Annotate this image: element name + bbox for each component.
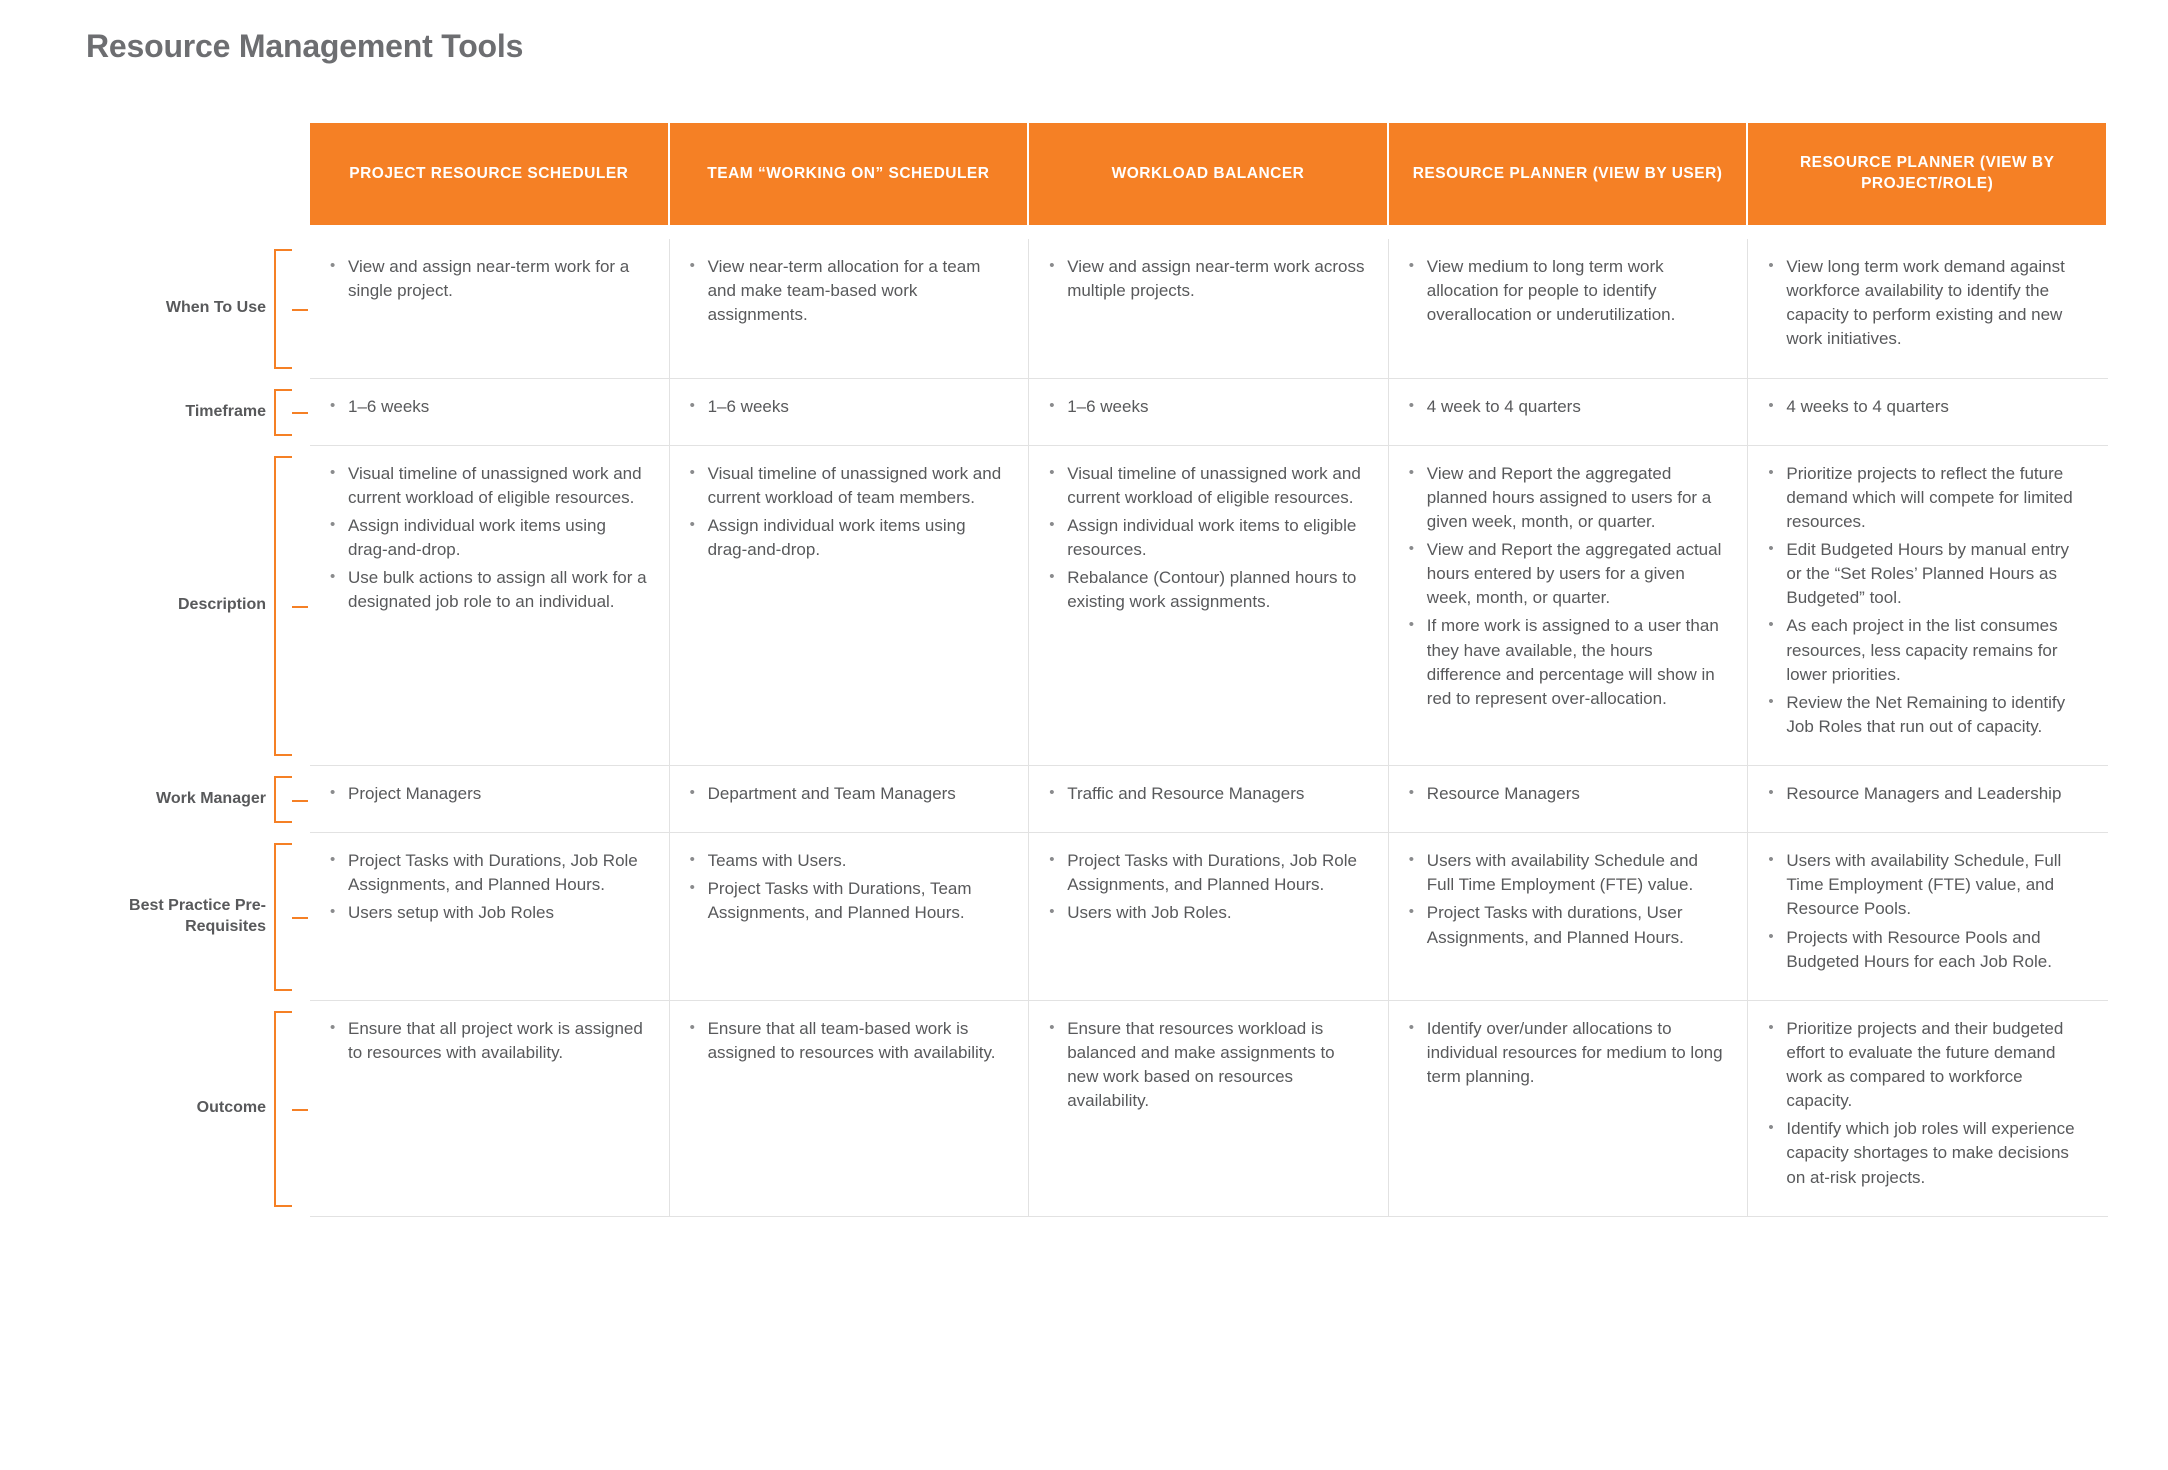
bullet-list — [1764, 782, 2088, 806]
column-header: WORKLOAD BALANCER — [1029, 123, 1389, 225]
list-item: • Assign individual work items using drag-and-drop. — [326, 514, 649, 562]
list-item: • Users with availability Schedule and Full Time Employment (FTE) value. — [1405, 849, 1728, 897]
bracket-icon — [274, 843, 292, 991]
list-item: • Teams with Users. — [686, 849, 1009, 873]
list-item: • Project Tasks with Durations, Job Role Assignments, and Planned Hours. — [1045, 849, 1368, 897]
row-label-outcome — [60, 1001, 310, 1217]
bullet-list — [326, 255, 649, 303]
table-cell — [1748, 379, 2108, 446]
row-label-text: Timeframe — [185, 402, 266, 420]
list-item: • Prioritize projects to reflect the future demand which will compete for limited resources. — [1764, 462, 2088, 534]
bullet-list — [1764, 255, 2088, 352]
bullet-list — [1405, 1017, 1728, 1089]
list-item: • Users with availability Schedule, Full Time Employment (FTE) value, and Resource Pools. — [1764, 849, 2088, 921]
list-item: • Edit Budgeted Hours by manual entry or the “Set Roles’ Planned Hours as Budgeted” tool. — [1764, 538, 2088, 610]
list-item: • View and assign near-term work for a single project. — [326, 255, 649, 303]
bullet-list — [686, 462, 1009, 563]
list-item: • Prioritize projects and their budgeted effort to evaluate the future demand work as compared to workforce capacity. — [1764, 1017, 2088, 1114]
list-item: • View long term work demand against workforce availability to identify the capacity to perform existing and new work initiatives. — [1764, 255, 2088, 352]
column-header: RESOURCE PLANNER (VIEW BY PROJECT/ROLE) — [1748, 123, 2108, 225]
column-header: TEAM “WORKING ON” SCHEDULER — [670, 123, 1030, 225]
table-corner — [60, 123, 310, 225]
list-item: • Project Managers — [326, 782, 649, 806]
list-item: • Resource Managers and Leadership — [1764, 782, 2088, 806]
bullet-list — [326, 462, 649, 615]
table-cell — [1389, 833, 1749, 1001]
table-cell — [310, 833, 670, 1001]
page-title: Resource Management Tools — [86, 28, 524, 64]
table-cell — [670, 379, 1030, 446]
table-cell — [310, 1001, 670, 1217]
list-item: • Users with Job Roles. — [1045, 901, 1368, 925]
list-item: • Visual timeline of unassigned work and current workload of eligible resources. — [1045, 462, 1368, 510]
list-item: • 1–6 weeks — [326, 395, 649, 419]
comparison-table — [60, 123, 2108, 1217]
list-item: • As each project in the list consumes resources, less capacity remains for lower priorities. — [1764, 614, 2088, 686]
bullet-list — [1405, 849, 1728, 950]
column-header: PROJECT RESOURCE SCHEDULER — [310, 123, 670, 225]
table-cell — [1029, 766, 1389, 833]
list-item: • Assign individual work items using drag-and-drop. — [686, 514, 1009, 562]
table-cell — [1389, 766, 1749, 833]
bullet-list — [1764, 1017, 2088, 1190]
list-item: • 1–6 weeks — [686, 395, 1009, 419]
table-cell — [1029, 1001, 1389, 1217]
table-cell — [1748, 833, 2108, 1001]
row-label-description — [60, 446, 310, 766]
list-item: • Use bulk actions to assign all work for a designated job role to an individual. — [326, 566, 649, 614]
table-cell — [670, 833, 1030, 1001]
list-item: • Department and Team Managers — [686, 782, 1009, 806]
table-cell — [1029, 239, 1389, 379]
bullet-list — [686, 255, 1009, 327]
bullet-list — [1045, 849, 1368, 925]
bracket-icon — [274, 249, 292, 369]
bullet-list — [686, 1017, 1009, 1065]
row-label-text: Best Practice Pre-Requisites — [129, 897, 266, 935]
row-label-text: Description — [177, 596, 266, 614]
table-cell — [1029, 379, 1389, 446]
table-cell — [1748, 766, 2108, 833]
bullet-list — [686, 782, 1009, 806]
bullet-list — [326, 395, 649, 419]
bullet-list — [326, 849, 649, 925]
table-cell — [1748, 1001, 2108, 1217]
list-item: • 4 weeks to 4 quarters — [1764, 395, 2088, 419]
row-label-text: Outcome — [196, 1099, 266, 1117]
bullet-list — [686, 395, 1009, 419]
list-item: • Resource Managers — [1405, 782, 1728, 806]
table-cell — [310, 446, 670, 766]
table-cell — [1748, 239, 2108, 379]
table-cell — [1389, 446, 1749, 766]
bullet-list — [1405, 782, 1728, 806]
bullet-list — [1405, 462, 1728, 711]
list-item: • Traffic and Resource Managers — [1045, 782, 1368, 806]
list-item: • Project Tasks with Durations, Team Assignments, and Planned Hours. — [686, 877, 1009, 925]
list-item: • 1–6 weeks — [1045, 395, 1368, 419]
bullet-list — [326, 1017, 649, 1065]
bullet-list — [1045, 462, 1368, 615]
bracket-icon — [274, 776, 292, 823]
list-item: • Projects with Resource Pools and Budgeted Hours for each Job Role. — [1764, 926, 2088, 974]
list-item: • Project Tasks with Durations, Job Role Assignments, and Planned Hours. — [326, 849, 649, 897]
table-cell — [310, 379, 670, 446]
table-cell — [1389, 239, 1749, 379]
bullet-list — [326, 782, 649, 806]
table-cell — [1389, 379, 1749, 446]
table-cell — [1748, 446, 2108, 766]
bullet-list — [1045, 1017, 1368, 1114]
list-item: • View medium to long term work allocation for people to identify overallocation or underutilization. — [1405, 255, 1728, 327]
bullet-list — [686, 849, 1009, 925]
bullet-list — [1764, 462, 2088, 739]
table-cell — [310, 239, 670, 379]
list-item: • View and Report the aggregated planned hours assigned to users for a given week, month, or quarter. — [1405, 462, 1728, 534]
list-item: • View and assign near-term work across multiple projects. — [1045, 255, 1368, 303]
table-cell — [670, 239, 1030, 379]
list-item: • Ensure that all team-based work is assigned to resources with availability. — [686, 1017, 1009, 1065]
list-item: • Identify which job roles will experience capacity shortages to make decisions on at-risk projects. — [1764, 1117, 2088, 1189]
bracket-icon — [274, 456, 292, 756]
list-item: • Visual timeline of unassigned work and current workload of eligible resources. — [326, 462, 649, 510]
row-label-work-manager — [60, 766, 310, 833]
list-item: • View and Report the aggregated actual hours entered by users for a given week, month, or quarter. — [1405, 538, 1728, 610]
list-item: • If more work is assigned to a user than they have available, the hours difference and percentage will show in red to represent over-allocation. — [1405, 614, 1728, 711]
bullet-list — [1405, 395, 1728, 419]
list-item: • Assign individual work items to eligible resources. — [1045, 514, 1368, 562]
row-label-best-practice-pre-requisites — [60, 833, 310, 1001]
row-label-text: Work Manager — [156, 790, 266, 808]
list-item: • Review the Net Remaining to identify Job Roles that run out of capacity. — [1764, 691, 2088, 739]
row-label-timeframe — [60, 379, 310, 446]
column-header: RESOURCE PLANNER (VIEW BY USER) — [1389, 123, 1749, 225]
list-item: • Ensure that resources workload is balanced and make assignments to new work based on resources availability. — [1045, 1017, 1368, 1114]
bracket-icon — [274, 1011, 292, 1207]
bullet-list — [1405, 255, 1728, 327]
list-item: • 4 week to 4 quarters — [1405, 395, 1728, 419]
list-item: • Visual timeline of unassigned work and current workload of team members. — [686, 462, 1009, 510]
bullet-list — [1764, 395, 2088, 419]
bullet-list — [1764, 849, 2088, 974]
table-cell — [670, 446, 1030, 766]
table-cell — [670, 766, 1030, 833]
row-label-text: When To Use — [165, 299, 266, 317]
row-label-when-to-use — [60, 239, 310, 379]
bullet-list — [1045, 395, 1368, 419]
list-item: • Identify over/under allocations to individual resources for medium to long term planning. — [1405, 1017, 1728, 1089]
bracket-icon — [274, 389, 292, 436]
table-cell — [1029, 833, 1389, 1001]
header-gap — [60, 225, 310, 239]
list-item: • Rebalance (Contour) planned hours to existing work assignments. — [1045, 566, 1368, 614]
list-item: • View near-term allocation for a team and make team-based work assignments. — [686, 255, 1009, 327]
list-item: • Project Tasks with durations, User Assignments, and Planned Hours. — [1405, 901, 1728, 949]
table-cell — [670, 1001, 1030, 1217]
table-cell — [1389, 1001, 1749, 1217]
table-cell — [1029, 446, 1389, 766]
list-item: • Ensure that all project work is assigned to resources with availability. — [326, 1017, 649, 1065]
table-cell — [310, 766, 670, 833]
header-gap-filler — [310, 225, 2108, 239]
bullet-list — [1045, 255, 1368, 303]
bullet-list — [1045, 782, 1368, 806]
list-item: • Users setup with Job Roles — [326, 901, 649, 925]
